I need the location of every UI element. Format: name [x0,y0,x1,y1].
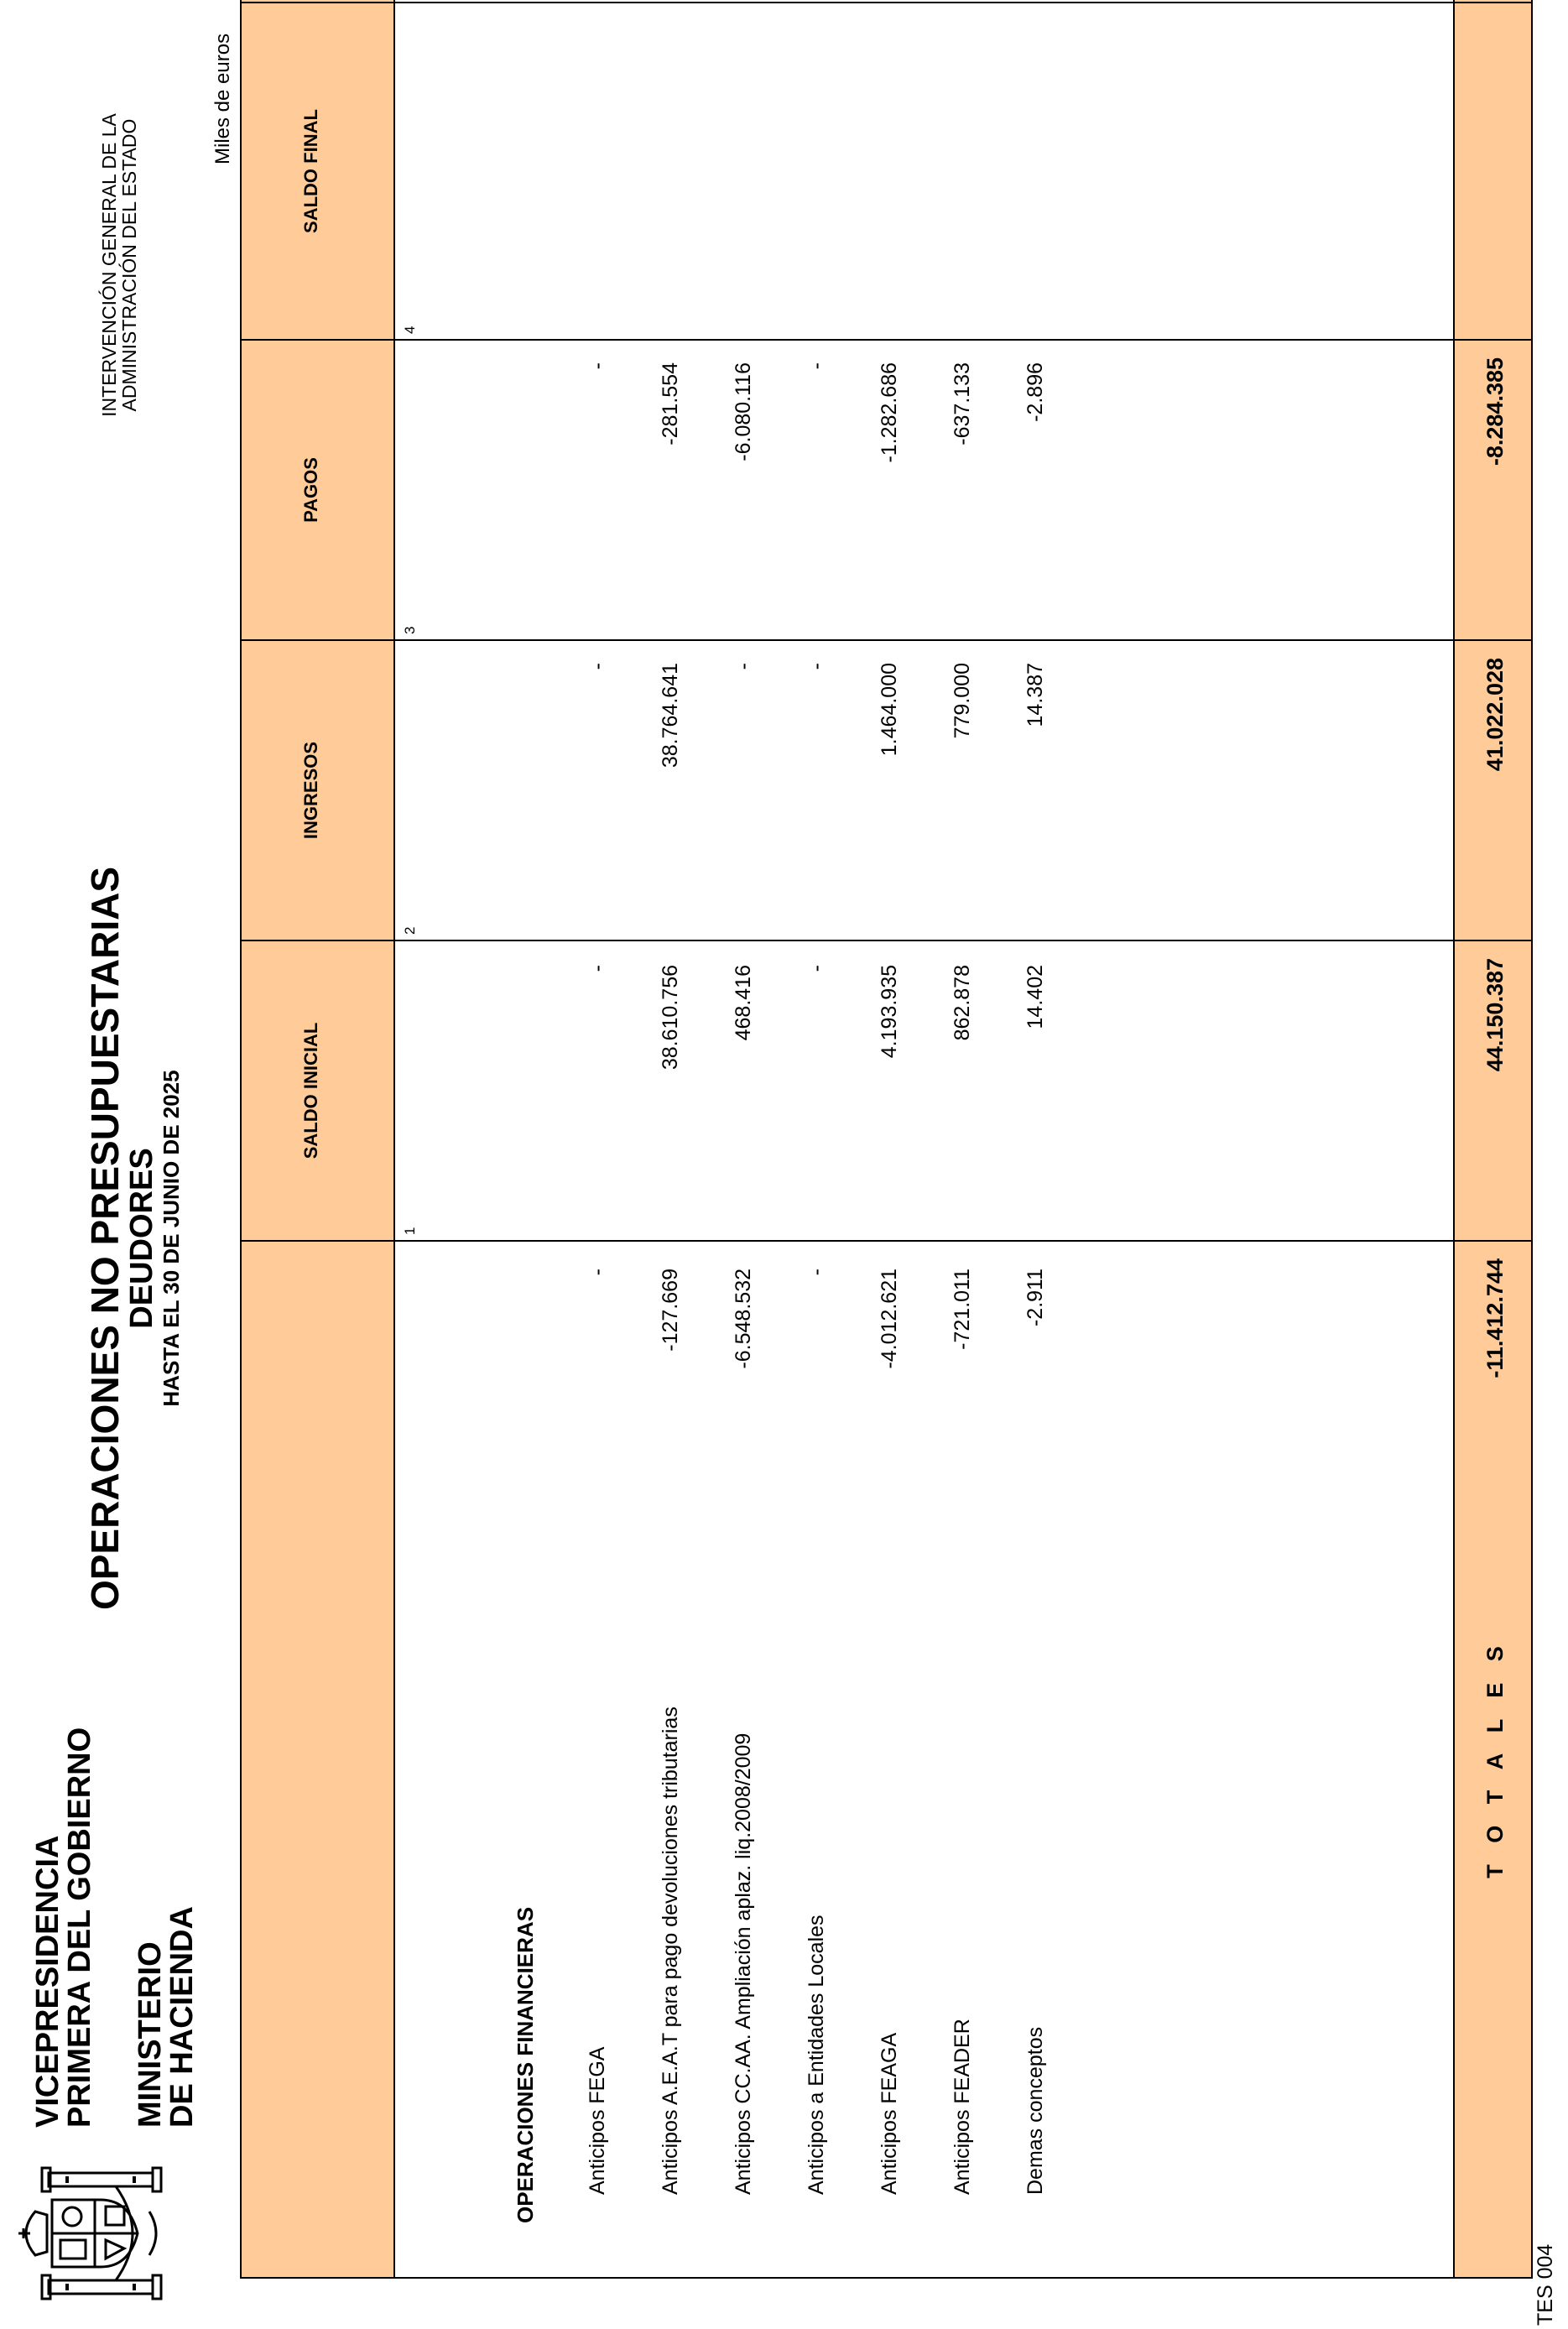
table-border-right [240,2,1533,3]
ministry-line-1: VICEPRESIDENCIA [30,1835,65,2128]
cell-saldo-final: -637.133 [951,362,974,445]
cell-saldo-inicial: -6.548.532 [732,1269,755,1369]
column-number-3: 3 [402,626,418,634]
cell-ingresos: 862.878 [951,965,974,1041]
cell-saldo-inicial: - [586,1269,609,1276]
cell-ingresos: 4.193.935 [878,965,901,1059]
header-divider [393,0,395,2279]
igae-line-1: INTERVENCIÓN GENERAL DE LA [98,113,120,417]
cell-pagos: 1.464.000 [878,663,901,757]
col-divider-4 [240,339,1533,341]
cell-ingresos: 38.610.756 [659,965,682,1071]
row-label-anticipos-ccaa: Anticipos CC.AA. Ampliación aplaz. liq.2008/2009 [732,1732,755,2195]
totals-label: T O T A L E S [1482,1639,1508,1878]
cell-saldo-final: - [805,362,828,370]
cell-saldo-inicial: -4.012.621 [878,1269,901,1369]
table-border-left [240,2277,1533,2279]
total-pagos: 41.022.028 [1482,658,1508,772]
total-saldo-final: -8.284.385 [1482,357,1508,466]
cell-saldo-inicial: -721.011 [951,1269,974,1350]
data-table [240,0,1565,2279]
cell-ingresos: 14.402 [1024,965,1047,1029]
page-subtitle: DEUDORES [124,1148,159,1329]
cell-ingresos: - [805,965,828,972]
cell-pagos: - [586,663,609,670]
cell-saldo-final: -2.896 [1024,362,1047,422]
cell-saldo-final: -1.282.686 [878,362,901,463]
row-label-anticipos-fega: Anticipos FEGA [586,2046,609,2195]
igae-label [99,81,139,450]
cell-pagos: - [805,663,828,670]
ministry-line-2: PRIMERA DEL GOBIERNO [62,1727,97,2128]
col-divider-3 [240,639,1533,641]
totals-divider [1453,0,1455,2279]
cell-saldo-inicial: -127.669 [659,1269,682,1352]
total-ingresos: 44.150.387 [1482,958,1508,1072]
row-label-demas-conceptos: Demas conceptos [1024,2026,1047,2195]
cell-pagos: 14.387 [1024,663,1047,727]
ministry-line-4: DE HACIENDA [164,1906,200,2128]
table-border-top [240,0,242,2279]
total-saldo-inicial: -11.412.744 [1482,1258,1508,1378]
date-line: HASTA EL 30 DE JUNIO DE 2025 [159,1070,184,1407]
cell-saldo-inicial: - [805,1269,828,1276]
row-label-anticipos-entidades-locales: Anticipos a Entidades Locales [805,1915,828,2195]
row-label-anticipos-feaga: Anticipos FEAGA [878,2032,901,2195]
column-number-4: 4 [402,326,418,334]
ministry-line-3: MINISTERIO [133,1941,168,2128]
row-label-anticipos-feader: Anticipos FEADER [951,2019,974,2195]
units-label: Miles de euros [211,33,234,164]
section-title: OPERACIONES FINANCIERAS [513,1906,538,2223]
cell-saldo-inicial: -2.911 [1024,1269,1047,1327]
cell-pagos: 38.764.641 [659,663,682,769]
column-number-1: 1 [402,1227,418,1235]
column-header-saldo-final: SALDO FINAL [300,109,321,233]
cell-saldo-final: -6.080.116 [732,362,755,461]
col-divider-1 [240,1240,1533,1242]
col-divider-2 [240,940,1533,941]
title-block [84,735,185,1742]
igae-line-2: ADMINISTRACIÓN DEL ESTADO [118,118,140,412]
cell-ingresos: 468.416 [732,965,755,1041]
table-border-bottom [1531,0,1533,2279]
coat-of-arms-icon [15,2161,175,2306]
cell-pagos: - [732,663,755,670]
cell-ingresos: - [586,965,609,972]
cell-saldo-final: -281.554 [659,362,682,445]
cell-saldo-final: - [586,362,609,370]
footer-code: TES 004 [1534,2243,1557,2326]
column-number-2: 2 [402,926,418,935]
row-label-anticipos-aeat: Anticipos A.E.A.T para pago devoluciones tributarias [659,1706,682,2195]
column-header-ingresos: INGRESOS [300,741,321,840]
ministry-name [32,1727,198,2128]
page-title: OPERACIONES NO PRESUPUESTARIAS [83,866,127,1611]
cell-pagos: 779.000 [951,663,974,739]
column-header-saldo-inicial: SALDO INICIAL [300,1022,321,1159]
column-header-pagos: PAGOS [300,457,321,523]
